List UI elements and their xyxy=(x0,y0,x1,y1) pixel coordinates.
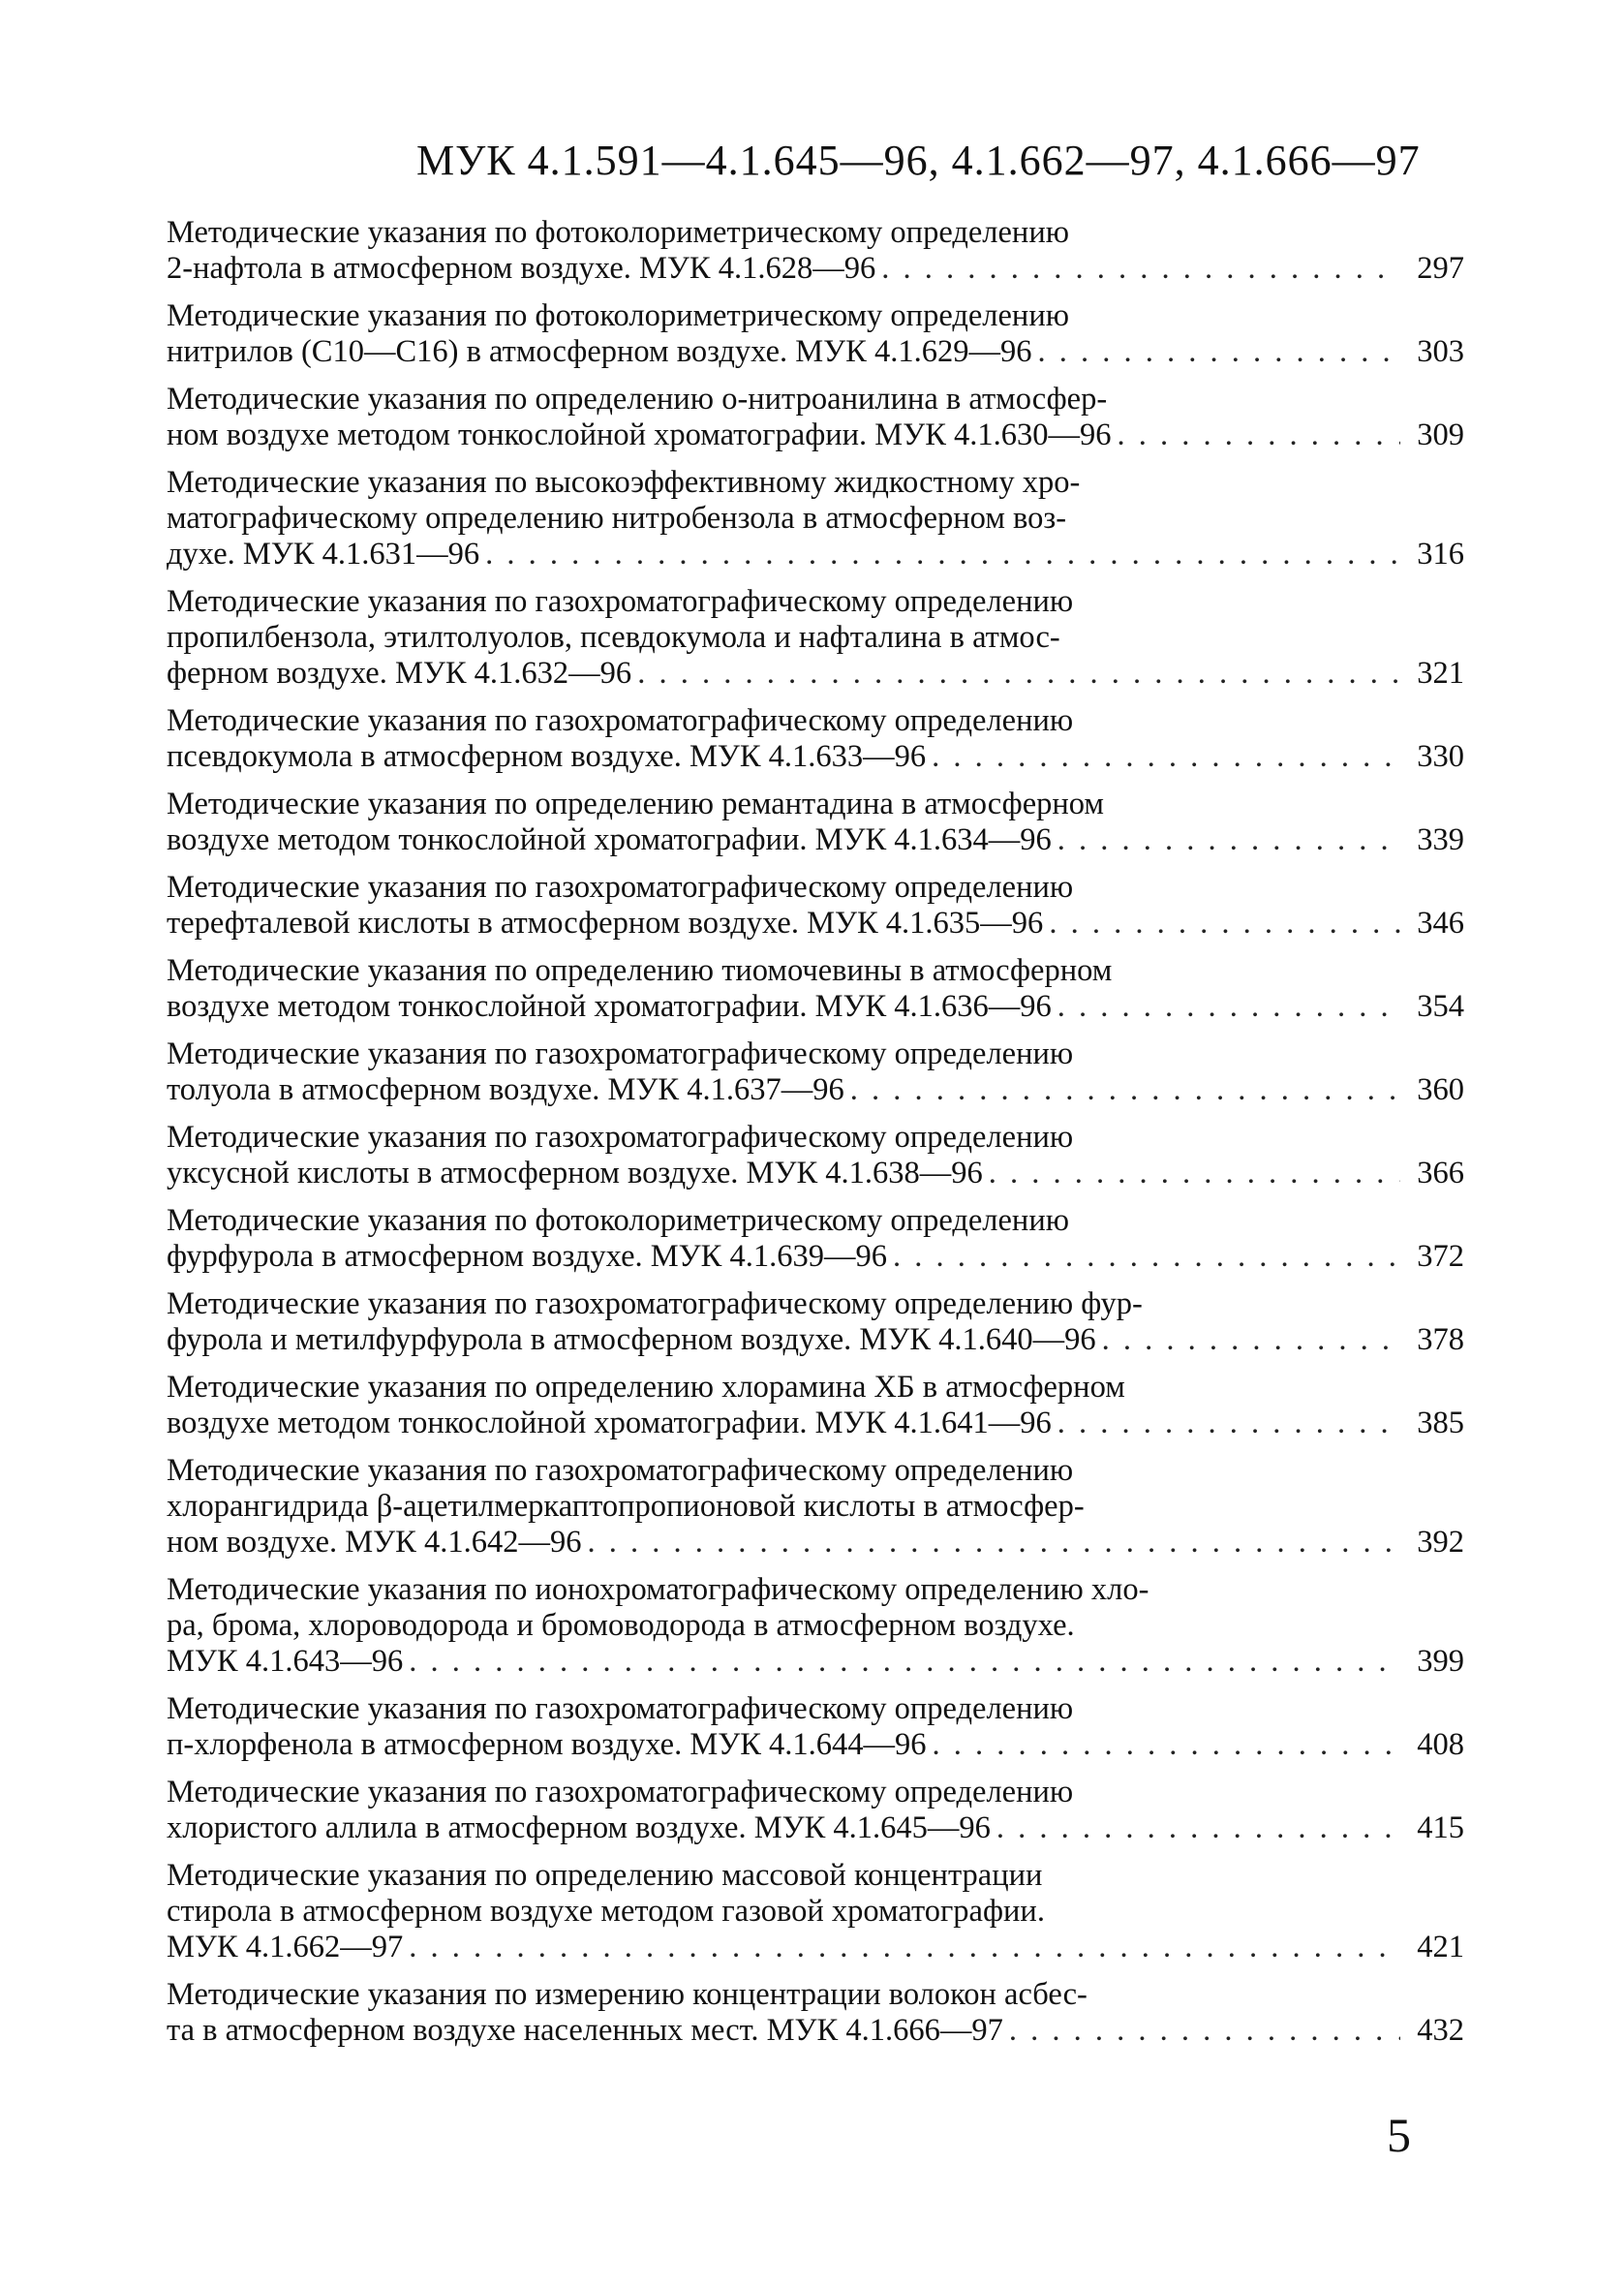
toc-entry-final-line xyxy=(167,656,1464,692)
toc-entry-final-line xyxy=(167,1810,1464,1846)
toc-page-number: 321 xyxy=(1417,656,1464,691)
toc-entry xyxy=(167,870,1464,942)
toc-entry-title-line: Методические указания по ионохроматографическому определению хло- xyxy=(167,1572,1149,1607)
toc-page-number: 316 xyxy=(1417,537,1464,572)
toc-entry-title-line: Методические указания по газохроматографическому определению xyxy=(167,1453,1074,1488)
toc-entry-title-end: воздухе методом тонкослойной хроматографии. МУК 4.1.641—96 xyxy=(167,1406,1052,1440)
dot-leader xyxy=(1037,334,1400,370)
toc-entry-final-line xyxy=(167,739,1464,775)
toc-entry-title-end: фурфурола в атмосферном воздухе. МУК 4.1.639—96 xyxy=(167,1239,887,1274)
dot-leader xyxy=(989,1156,1400,1191)
toc-entry-title-end: МУК 4.1.643—96 xyxy=(167,1644,404,1679)
toc-entry-final-line xyxy=(167,417,1464,453)
toc-entry-final-line xyxy=(167,251,1464,287)
toc-entry-final-line xyxy=(167,1525,1464,1561)
toc-entry-final-line xyxy=(167,1727,1464,1763)
toc-entry-final-line xyxy=(167,989,1464,1025)
dot-leader xyxy=(932,739,1400,775)
toc-entry-title-line: Методические указания по определению массовой концентрации xyxy=(167,1858,1043,1893)
toc-page-number: 366 xyxy=(1417,1156,1464,1190)
toc-page-number: 378 xyxy=(1417,1322,1464,1357)
toc-entry xyxy=(167,703,1464,775)
toc-entry-title-end: хлористого аллила в атмосферном воздухе. МУК 4.1.645—96 xyxy=(167,1810,991,1845)
toc-entry-title-line: Методические указания по определению хлорамина ХБ в атмосферном xyxy=(167,1370,1125,1405)
toc-page-number: 330 xyxy=(1417,739,1464,774)
dot-leader xyxy=(933,1727,1400,1763)
toc-page-number: 354 xyxy=(1417,989,1464,1024)
toc-entry xyxy=(167,1286,1464,1358)
toc-entry-title-line: Методические указания по определению ремантадина в атмосферном xyxy=(167,787,1104,821)
toc-entry xyxy=(167,1036,1464,1108)
toc-entry-title-end: ном воздухе. МУК 4.1.642—96 xyxy=(167,1525,582,1560)
toc-entry xyxy=(167,298,1464,370)
dot-leader xyxy=(1057,822,1400,858)
toc-entry-final-line xyxy=(167,1644,1464,1680)
toc-entry xyxy=(167,584,1464,692)
dot-leader xyxy=(881,251,1400,287)
toc-entry-title-line: Методические указания по фотоколориметрическому определению xyxy=(167,215,1069,250)
dot-leader xyxy=(409,1930,1400,1965)
toc-page-number: 372 xyxy=(1417,1239,1464,1274)
toc-entry-title-line: Методические указания по определению тиомочевины в атмосферном xyxy=(167,953,1113,988)
toc-entry-title-line: пропилбензола, этилтолуолов, псевдокумола и нафталина в атмос- xyxy=(167,620,1060,655)
dot-leader xyxy=(1118,417,1400,453)
toc-entry xyxy=(167,1572,1464,1680)
toc-page-number: 415 xyxy=(1417,1810,1464,1845)
toc-entry-title-end: ном воздухе методом тонкослойной хроматографии. МУК 4.1.630—96 xyxy=(167,417,1112,452)
toc-entry-final-line xyxy=(167,1322,1464,1358)
toc-page-number: 297 xyxy=(1417,251,1464,286)
toc-entry-final-line xyxy=(167,2013,1464,2049)
dot-leader xyxy=(893,1239,1400,1275)
toc-entry-title-end: нитрилов (С10—С16) в атмосферном воздухе. МУК 4.1.629—96 xyxy=(167,334,1032,369)
toc-entry-title-end: терефталевой кислоты в атмосферном воздухе. МУК 4.1.635—96 xyxy=(167,906,1044,941)
toc-entry xyxy=(167,215,1464,287)
toc-entry-title-end: п-хлорфенола в атмосферном воздухе. МУК 4.1.644—96 xyxy=(167,1727,927,1762)
toc-entry-final-line xyxy=(167,1072,1464,1108)
toc-entry xyxy=(167,1775,1464,1846)
toc-page-number: 432 xyxy=(1417,2013,1464,2048)
toc-page-number: 339 xyxy=(1417,822,1464,857)
toc-page-number: 392 xyxy=(1417,1525,1464,1560)
toc-entry-title-end: МУК 4.1.662—97 xyxy=(167,1930,404,1964)
toc-entry-final-line xyxy=(167,1239,1464,1275)
toc-entry-final-line xyxy=(167,1156,1464,1191)
toc-entry-title-line: Методические указания по газохроматографическому определению xyxy=(167,870,1074,905)
toc-entry-title-end: духе. МУК 4.1.631—96 xyxy=(167,537,480,572)
toc-entry-title-line: Методические указания по высокоэффективному жидкостному хро- xyxy=(167,465,1081,500)
toc-page-number: 303 xyxy=(1417,334,1464,369)
dot-leader xyxy=(1009,2013,1400,2049)
toc-entry-title-line: Методические указания по определению о-нитроанилина в атмосфер- xyxy=(167,382,1108,417)
toc-entry-title-line: Методические указания по фотоколориметрическому определению xyxy=(167,1203,1069,1238)
dot-leader xyxy=(1049,906,1400,942)
toc-entry xyxy=(167,465,1464,572)
toc-page-number: 309 xyxy=(1417,417,1464,452)
toc-entry-final-line xyxy=(167,1406,1464,1441)
dot-leader xyxy=(485,537,1400,572)
toc-entry-title-line: хлорангидрида β-ацетилмеркаптопропионовой кислоты в атмосфер- xyxy=(167,1489,1085,1524)
toc-entry-final-line xyxy=(167,537,1464,572)
toc-page-number: 399 xyxy=(1417,1644,1464,1679)
toc-entry-title-end: фурола и метилфурфурола в атмосферном воздухе. МУК 4.1.640—96 xyxy=(167,1322,1096,1357)
toc-entry-final-line xyxy=(167,906,1464,942)
toc-entry-title-line: Методические указания по измерению концентрации волокон асбес- xyxy=(167,1977,1088,2012)
toc-entry xyxy=(167,953,1464,1025)
toc-entry xyxy=(167,1453,1464,1561)
toc-entry-title-end: псевдокумола в атмосферном воздухе. МУК 4.1.633—96 xyxy=(167,739,927,774)
toc-entry xyxy=(167,1691,1464,1763)
toc-entry-title-line: матографическому определению нитробензола в атмосферном воз- xyxy=(167,501,1067,536)
toc-entry-final-line xyxy=(167,1930,1464,1965)
toc-entry-title-line: Методические указания по фотоколориметрическому определению xyxy=(167,298,1069,333)
running-header: МУК 4.1.591—4.1.645—96, 4.1.662—97, 4.1.666—97 xyxy=(416,137,1421,184)
toc-entry-title-end: ферном воздухе. МУК 4.1.632—96 xyxy=(167,656,632,691)
page-number: 5 xyxy=(1387,2108,1411,2162)
toc-entry-title-end: 2-нафтола в атмосферном воздухе. МУК 4.1.628—96 xyxy=(167,251,876,286)
toc-entry xyxy=(167,1203,1464,1275)
toc-entry-title-end: уксусной кислоты в атмосферном воздухе. МУК 4.1.638—96 xyxy=(167,1156,983,1190)
toc-entry-title-end: воздухе методом тонкослойной хроматографии. МУК 4.1.636—96 xyxy=(167,989,1052,1024)
toc-entry-title-line: Методические указания по газохроматографическому определению фур- xyxy=(167,1286,1143,1321)
toc-entry-title-end: толуола в атмосферном воздухе. МУК 4.1.637—96 xyxy=(167,1072,844,1107)
toc-entry-title-line: стирола в атмосферном воздухе методом газовой хроматографии. xyxy=(167,1894,1045,1929)
toc-entry xyxy=(167,787,1464,858)
toc-entry-title-end: та в атмосферном воздухе населенных мест. МУК 4.1.666—97 xyxy=(167,2013,1003,2048)
dot-leader xyxy=(1057,1406,1400,1441)
toc-entry-title-line: Методические указания по газохроматографическому определению xyxy=(167,584,1074,619)
toc-page-number: 360 xyxy=(1417,1072,1464,1107)
table-of-contents xyxy=(167,215,1464,2060)
toc-entry xyxy=(167,1120,1464,1191)
toc-entry xyxy=(167,1977,1464,2049)
toc-page-number: 385 xyxy=(1417,1406,1464,1440)
dot-leader xyxy=(637,656,1400,692)
toc-entry xyxy=(167,1370,1464,1441)
toc-entry xyxy=(167,382,1464,453)
toc-entry-title-line: Методические указания по газохроматографическому определению xyxy=(167,1691,1074,1726)
toc-entry-final-line xyxy=(167,822,1464,858)
dot-leader xyxy=(1102,1322,1400,1358)
toc-entry-title-line: Методические указания по газохроматографическому определению xyxy=(167,1120,1074,1155)
dot-leader xyxy=(409,1644,1400,1680)
toc-entry-title-end: воздухе методом тонкослойной хроматографии. МУК 4.1.634—96 xyxy=(167,822,1052,857)
dot-leader xyxy=(850,1072,1400,1108)
toc-entry-final-line xyxy=(167,334,1464,370)
toc-entry-title-line: Методические указания по газохроматографическому определению xyxy=(167,1036,1074,1071)
dot-leader xyxy=(1057,989,1400,1025)
toc-entry xyxy=(167,1858,1464,1965)
toc-entry-title-line: Методические указания по газохроматографическому определению xyxy=(167,1775,1074,1809)
dot-leader xyxy=(996,1810,1400,1846)
toc-page-number: 421 xyxy=(1417,1930,1464,1964)
dot-leader xyxy=(587,1525,1400,1561)
toc-entry-title-line: Методические указания по газохроматографическому определению xyxy=(167,703,1074,738)
toc-page-number: 346 xyxy=(1417,906,1464,941)
toc-entry-title-line: ра, брома, хлороводорода и бромоводорода в атмосферном воздухе. xyxy=(167,1608,1075,1643)
toc-page-number: 408 xyxy=(1417,1727,1464,1762)
